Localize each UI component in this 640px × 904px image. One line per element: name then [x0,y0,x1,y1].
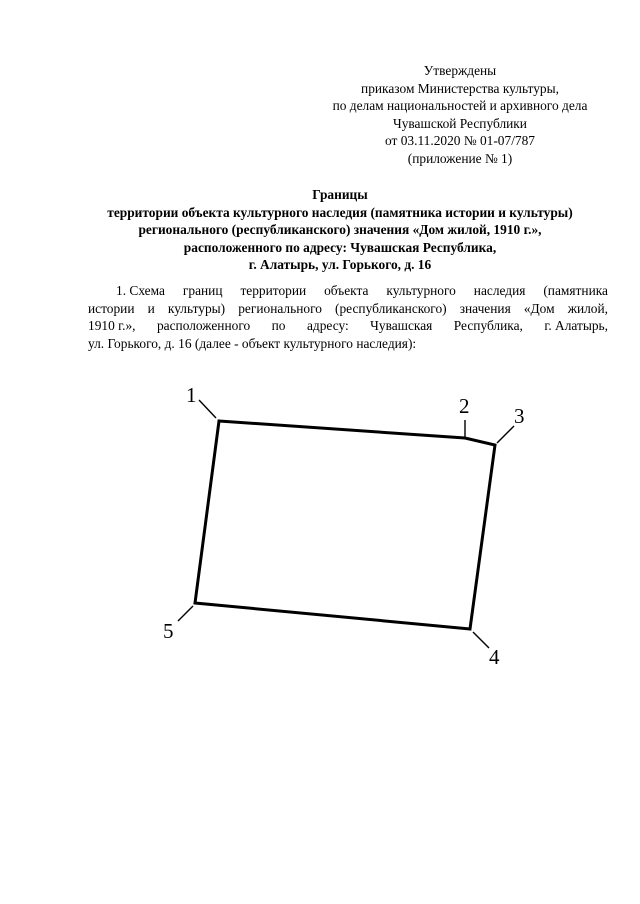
paragraph-word: (памятника [543,283,608,298]
approval-line: Утверждены [423,63,497,78]
approval-line: по делам национальностей и архивного дела [332,98,588,113]
paragraph-word: и [147,300,155,316]
title-line: расположенного по адресу: Чувашская Республика, [183,239,497,255]
paragraph-word: Республика, [453,318,523,333]
point-label-5: 5 [163,619,174,643]
approval-line: приказом Министерства культуры, [361,80,559,96]
paragraph-word: значения [459,300,511,316]
point-label-1: 1 [186,383,197,407]
leader-line-1 [199,400,216,418]
leader-line-5 [178,606,193,621]
paragraph-word: объекта [324,283,369,298]
paragraph-word: территории [240,283,307,298]
paragraph-word: расположенного [156,318,251,333]
point-label-2: 2 [459,394,470,418]
paragraph-word: культурного [386,283,456,298]
paragraph-word: границ [182,283,223,298]
point-label-4: 4 [489,645,500,669]
paragraph-word: культуры) [167,300,226,316]
paragraph-word: адресу: [306,318,349,333]
paragraph-word: 1. Схема [116,283,165,298]
paragraph-word: «Дом [523,300,555,316]
paragraph-word: Чувашская [370,318,433,333]
paragraph-word: ул. Горького, д. 16 (далее - объект культурного наследия): [88,335,417,351]
title-line: г. Алатырь, ул. Горького, д. 16 [248,257,432,272]
paragraph-word: регионального [238,300,322,316]
boundary-polygon [195,421,495,629]
point-label-3: 3 [514,404,525,428]
title-line: Границы [312,187,368,202]
approval-line: (приложение № 1) [407,150,513,166]
paragraph-word: истории [88,300,135,316]
leader-line-4 [473,632,489,648]
title-line: регионального (республиканского) значения «Дом жилой, 1910 г.», [138,222,542,237]
paragraph-word: наследия [473,283,526,298]
title-line: территории объекта культурного наследия (памятника истории и культуры) [107,204,573,220]
paragraph-word: (республиканского) [335,300,447,316]
approval-line: Чувашской Республики [393,115,527,131]
leader-line-3 [497,426,514,443]
paragraph-word: 1910 г.», [88,318,136,333]
paragraph-word: г. Алатырь, [544,318,608,333]
paragraph-word: жилой, [567,300,608,316]
approval-line: от 03.11.2020 № 01-07/787 [385,133,535,148]
paragraph-word: по [271,318,286,333]
